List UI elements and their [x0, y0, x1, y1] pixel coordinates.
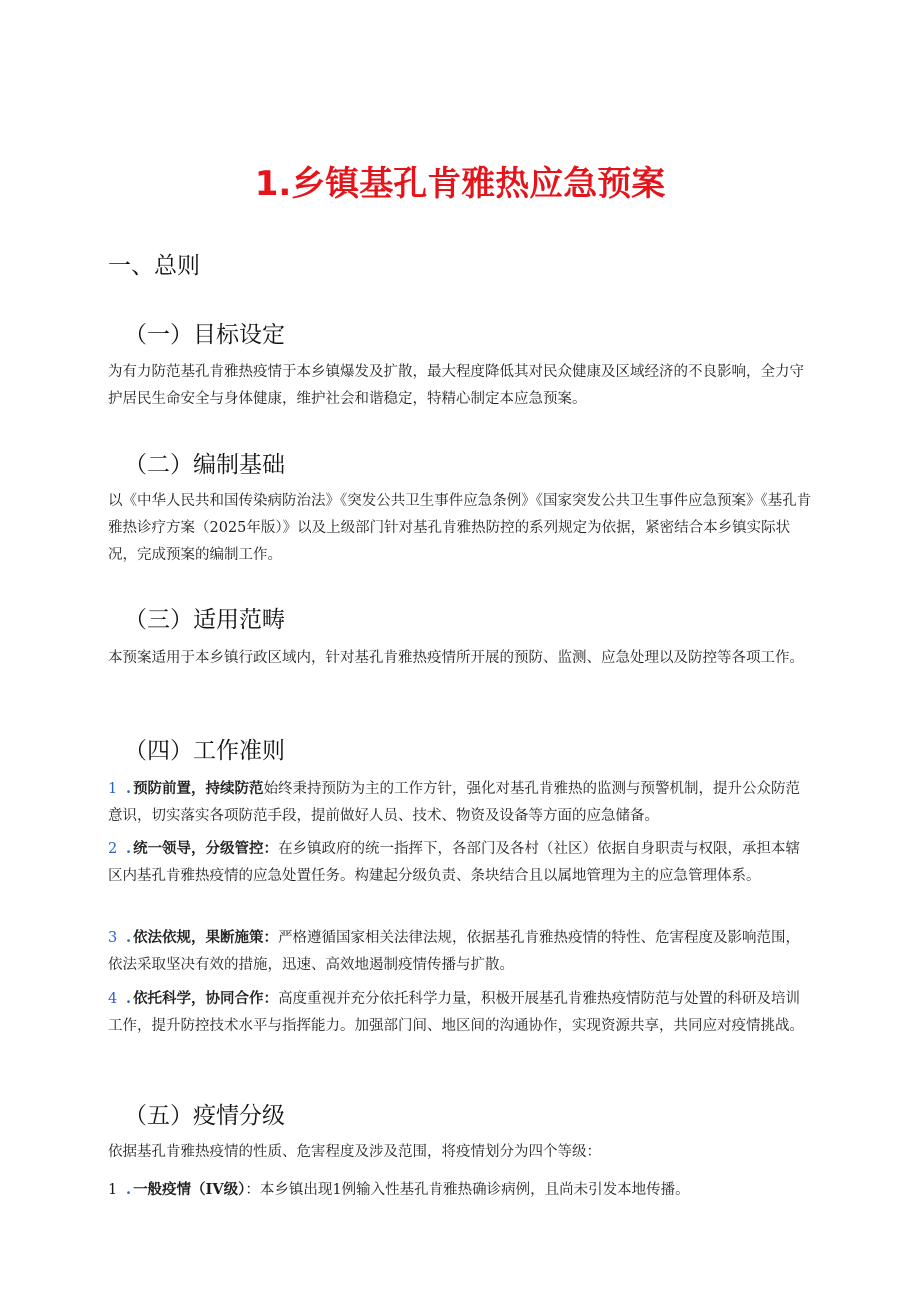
item-number: 2: [108, 841, 118, 857]
item-text: ：本乡镇出现1例输入性基孔肯雅热确诊病例，且尚未引发本地传播。: [245, 1182, 690, 1198]
subsection-heading-objectives: （一）目标设定: [124, 322, 285, 348]
principle-item: 2 . 统一领导，分级管控：在乡镇政府的统一指挥下，各部门及各村（社区）依据自身职责与权限，承担本辖区内基孔肯雅热疫情的应急处置任务。构建起分级负责、条块结合且以属地管理为主的应急管理体系。: [108, 835, 814, 890]
document-title: 1.乡镇基孔肯雅热应急预案: [254, 164, 666, 204]
principle-item: 1 . 预防前置，持续防范始终秉持预防为主的工作方针，强化对基孔肯雅热的监测与预警机制，提升公众防范意识，切实落实各项防范手段，提前做好人员、技术、物资及设备等方面的应急储备。: [108, 775, 814, 830]
item-lead: 一般疫情（IV级）: [133, 1181, 246, 1198]
item-number: 1: [108, 1182, 118, 1198]
item-text: 严格遵循国家相关法律法规，依据基孔肯雅热疫情的特性、危害程度及影响范围，依法采取坚决有效的措施，迅速、高效地遏制疫情传播与扩散。: [108, 930, 801, 973]
paragraph-basis: 以《中华人民共和国传染病防治法》《突发公共卫生事件应急条例》《国家突发公共卫生事件应急预案》《基孔肯雅热诊疗方案（2025年版）》以及上级部门针对基孔肯雅热防控的系列规定为依据，紧密结合本乡镇实际状况，完成预案的编制工作。: [108, 493, 812, 563]
paragraph-scope: 本预案适用于本乡镇行政区域内，针对基孔肯雅热疫情所开展的预防、监测、应急处理以及防控等各项工作。: [108, 650, 804, 666]
item-text: 在乡镇政府的统一指挥下，各部门及各村（社区）依据自身职责与权限，承担本辖区内基孔肯雅热疫情的应急处置任务。构建起分级负责、条块结合且以属地管理为主的应急管理体系。: [108, 841, 801, 884]
item-text: 高度重视并充分依托科学力量，积极开展基孔肯雅热疫情防范与处置的科研及培训工作，提升防控技术水平与指挥能力。加强部门间、地区间的沟通协作，实现资源共享，共同应对疫情挑战。: [108, 991, 804, 1034]
item-number: 1: [108, 781, 118, 797]
principle-item: 4 . 依托科学，协同合作：高度重视并充分依托科学力量，积极开展基孔肯雅热疫情防范与处置的科研及培训工作，提升防控技术水平与指挥能力。加强部门间、地区间的沟通协作，实现资源共享，共同应对疫情挑战。: [108, 985, 814, 1040]
paragraph-grading: 依据基孔肯雅热疫情的性质、危害程度及涉及范围，将疫情划分为四个等级：: [108, 1144, 601, 1160]
principle-item: 3 . 依法依规，果断施策：严格遵循国家相关法律法规，依据基孔肯雅热疫情的特性、危害程度及影响范围，依法采取坚决有效的措施，迅速、高效地遏制疫情传播与扩散。: [108, 924, 814, 979]
paragraph-objectives: 为有力防范基孔肯雅热疫情于本乡镇爆发及扩散，最大程度降低其对民众健康及区域经济的不良影响，全力守护居民生命安全与身体健康，维护社会和谐稳定，特精心制定本应急预案。: [108, 364, 804, 407]
subsection-heading-scope: （三）适用范畴: [124, 607, 285, 633]
item-lead: 统一领导，分级管控：: [133, 840, 279, 857]
item-lead: 依法依规，果断施策：: [133, 929, 279, 946]
section-heading-general: 一、总则: [108, 253, 200, 279]
grading-item: 1 . 一般疫情（IV级）：本乡镇出现1例输入性基孔肯雅热确诊病例，且尚未引发本地传播。: [108, 1176, 814, 1204]
subsection-heading-basis: （二）编制基础: [124, 452, 285, 478]
subsection-heading-grading: （五）疫情分级: [124, 1103, 285, 1129]
item-number: 3: [108, 930, 118, 946]
item-number: 4: [108, 991, 118, 1007]
item-text: 始终秉持预防为主的工作方针，强化对基孔肯雅热的监测与预警机制，提升公众防范意识，切实落实各项防范手段，提前做好人员、技术、物资及设备等方面的应急储备。: [108, 781, 801, 824]
subsection-heading-principles: （四）工作准则: [124, 738, 285, 764]
item-lead: 预防前置，持续防范: [133, 780, 264, 797]
item-lead: 依托科学，协同合作：: [133, 990, 279, 1007]
